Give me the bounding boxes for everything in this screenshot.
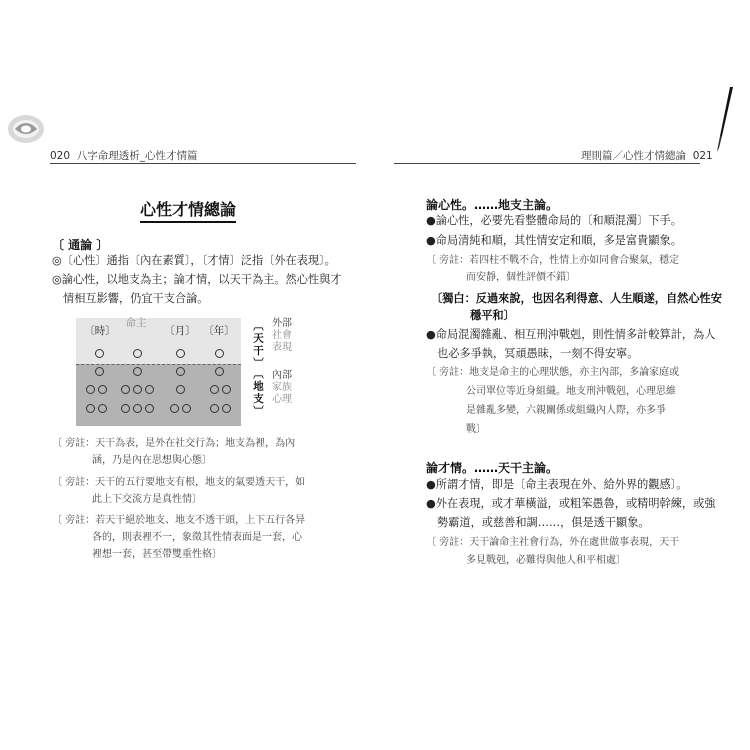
- side-note-1-line2: 涵，乃是內在思想與心態〕: [92, 455, 212, 466]
- side-note-2-line2: 此上下交流方是真性情〕: [92, 494, 202, 505]
- stem-circle: [133, 349, 142, 358]
- bullet-temperament-3-line2: 也必多爭執，冥頑愚昧，一刻不得安寧。: [437, 347, 639, 360]
- side-note-right-1: [426, 254, 679, 284]
- bracket-earthly-branches-label: 地支: [252, 380, 264, 406]
- branches-meaning-1: 內部: [272, 370, 292, 381]
- monologue-highlight-line1: 〔獨白：反過來說，也因名利得意、人生順遂，自然心性安: [431, 292, 722, 305]
- side-note-2: [52, 476, 305, 506]
- section-heading-talent: 論才情。……天干主論。: [426, 461, 559, 475]
- side-note-right-1-line2: 而安靜，個性評價不錯〕: [466, 272, 576, 283]
- side-note-right-2-line3: 是雜亂多變，六親關係或組織內人際，亦多爭: [466, 405, 666, 416]
- branch-circle: [215, 367, 224, 376]
- bullet-talent-2-line1: ●外在表現，或才華橫溢，或粗笨愚魯，或精明幹練，或強: [426, 497, 716, 510]
- branch-circle: [176, 367, 185, 376]
- stem-circle: [176, 349, 185, 358]
- branch-circle: [210, 385, 219, 394]
- bullet-temperament-1: ●論心性，必要先看整體命局的〔和順混濁〕下手。: [426, 214, 682, 227]
- left-running-title: 八字命理透析_心性才情篇: [76, 150, 198, 162]
- bullet-talent-1: ●所謂才情，即是〔命主表現在外、給外界的觀感〕。: [426, 478, 688, 491]
- side-note-right-1-line1: 〔 旁註：若四柱不戰不合，性情上亦如同會合聚氣，穩定: [426, 255, 680, 266]
- branch-circle: [182, 404, 191, 413]
- side-note-1: [52, 437, 295, 467]
- pillar-day-master-label: 命主: [125, 317, 147, 329]
- side-note-3-line1: 〔 旁註：若天干絕於地支、地支不透干頭，上下五行各异: [52, 515, 306, 526]
- side-note-3-line2: 各的，則表裡不一，象徵其性情表面是一套，心: [92, 532, 302, 543]
- branches-meaning-2: 家族: [272, 382, 292, 393]
- swirl-logo-icon: [6, 112, 46, 146]
- section-heading-general: 〔 通論 〕: [52, 238, 109, 252]
- branch-circle: [210, 404, 219, 413]
- branches-meaning-3: 心理: [272, 394, 292, 405]
- branch-circle: [133, 367, 142, 376]
- bracket-heavenly-stems: 〔天干〕: [252, 320, 264, 370]
- side-note-right-3: [426, 536, 679, 567]
- branch-circle: [222, 385, 231, 394]
- branch-circle: [133, 385, 142, 394]
- side-note-right-2-line1: 〔 旁註：地支是命主的心理狀態，亦主內部，多論家庭或: [426, 367, 680, 378]
- bracket-heavenly-stems-label: 天干: [252, 332, 264, 358]
- branch-circle: [86, 404, 95, 413]
- side-note-right-3-line1: 〔 旁註：天干論命主社會行為，外在處世做事表現，天干: [426, 537, 680, 548]
- bullet-temperament-3-line1: ●命局混濁雜亂、相互刑沖戰剋，則性情多計較算計，為人: [426, 328, 716, 341]
- pillar-year-label: 〔年〕: [203, 325, 235, 337]
- branch-circle: [98, 385, 107, 394]
- branch-circle: [86, 385, 95, 394]
- stems-meaning-2: 社會: [272, 330, 292, 341]
- side-note-right-2: [426, 366, 679, 436]
- bullet-talent-2-line2: 勢霸道，或慈善和調……，俱是透干顯象。: [437, 516, 650, 529]
- branch-circle: [176, 385, 185, 394]
- stems-meaning-list: [272, 318, 292, 354]
- branch-circle: [133, 404, 142, 413]
- paragraph-definition: ◎〔心性〕通指〔內在素質〕，〔才情〕泛指〔外在表現〕。: [52, 254, 336, 267]
- side-note-3: [52, 514, 305, 561]
- branch-circle: [121, 404, 130, 413]
- branches-meaning-list: [272, 370, 292, 406]
- left-header-rule: [50, 163, 356, 164]
- branch-circle: [121, 385, 130, 394]
- branch-circle: [98, 404, 107, 413]
- side-note-right-2-line2: 公司單位等近身組織。地支刑沖戰剋，心理思維: [466, 386, 676, 397]
- pillar-hour-label: 〔時〕: [84, 325, 116, 337]
- right-running-title: 理則篇／心性才情總論: [581, 150, 686, 162]
- stems-meaning-3: 表現: [272, 342, 292, 353]
- side-note-2-line1: 〔 旁註：天干的五行要地支有根，地支的氣要透天干，如: [52, 477, 306, 488]
- page-title: 心性才情總論: [140, 197, 236, 223]
- stems-meaning-1: 外部: [272, 318, 292, 329]
- left-page-header: [50, 148, 197, 163]
- right-header-rule: [394, 163, 700, 164]
- branch-circle: [145, 385, 154, 394]
- side-note-1-line1: 〔 旁註：天干為表，是外在社交行為；地支為裡，為內: [52, 438, 296, 449]
- pen-icon: [714, 86, 736, 154]
- right-page-number: 021: [692, 150, 713, 162]
- diagram-divider: [76, 364, 241, 365]
- monologue-highlight-line2: 穩平和〕: [470, 309, 515, 322]
- paragraph-principle-line2: 情相互影響，仍宜干支合論。: [63, 292, 209, 305]
- side-note-right-2-line4: 戰〕: [466, 424, 486, 435]
- stem-circle: [95, 349, 104, 358]
- branch-circle: [95, 367, 104, 376]
- side-note-3-line3: 裡想一套，甚至帶雙重性格〕: [92, 549, 222, 560]
- bullet-temperament-2: ●命局清純和順，其性情安定和順，多是富貴顯象。: [426, 234, 682, 247]
- paragraph-principle-line1: ◎論心性，以地支為主；論才情，以天干為主。然心性與才: [52, 273, 342, 286]
- branch-circle: [145, 404, 154, 413]
- right-page-header: [581, 148, 713, 163]
- pillar-month-label: 〔月〕: [164, 325, 196, 337]
- bracket-earthly-branches: 〔地支〕: [252, 368, 264, 418]
- side-note-right-3-line2: 多見戰剋，必難得與他人和平相處〕: [466, 555, 626, 566]
- section-heading-temperament: 論心性。……地支主論。: [426, 198, 559, 212]
- left-page-number: 020: [50, 150, 71, 162]
- branch-circle: [170, 404, 179, 413]
- stem-circle: [215, 349, 224, 358]
- branch-circle: [222, 404, 231, 413]
